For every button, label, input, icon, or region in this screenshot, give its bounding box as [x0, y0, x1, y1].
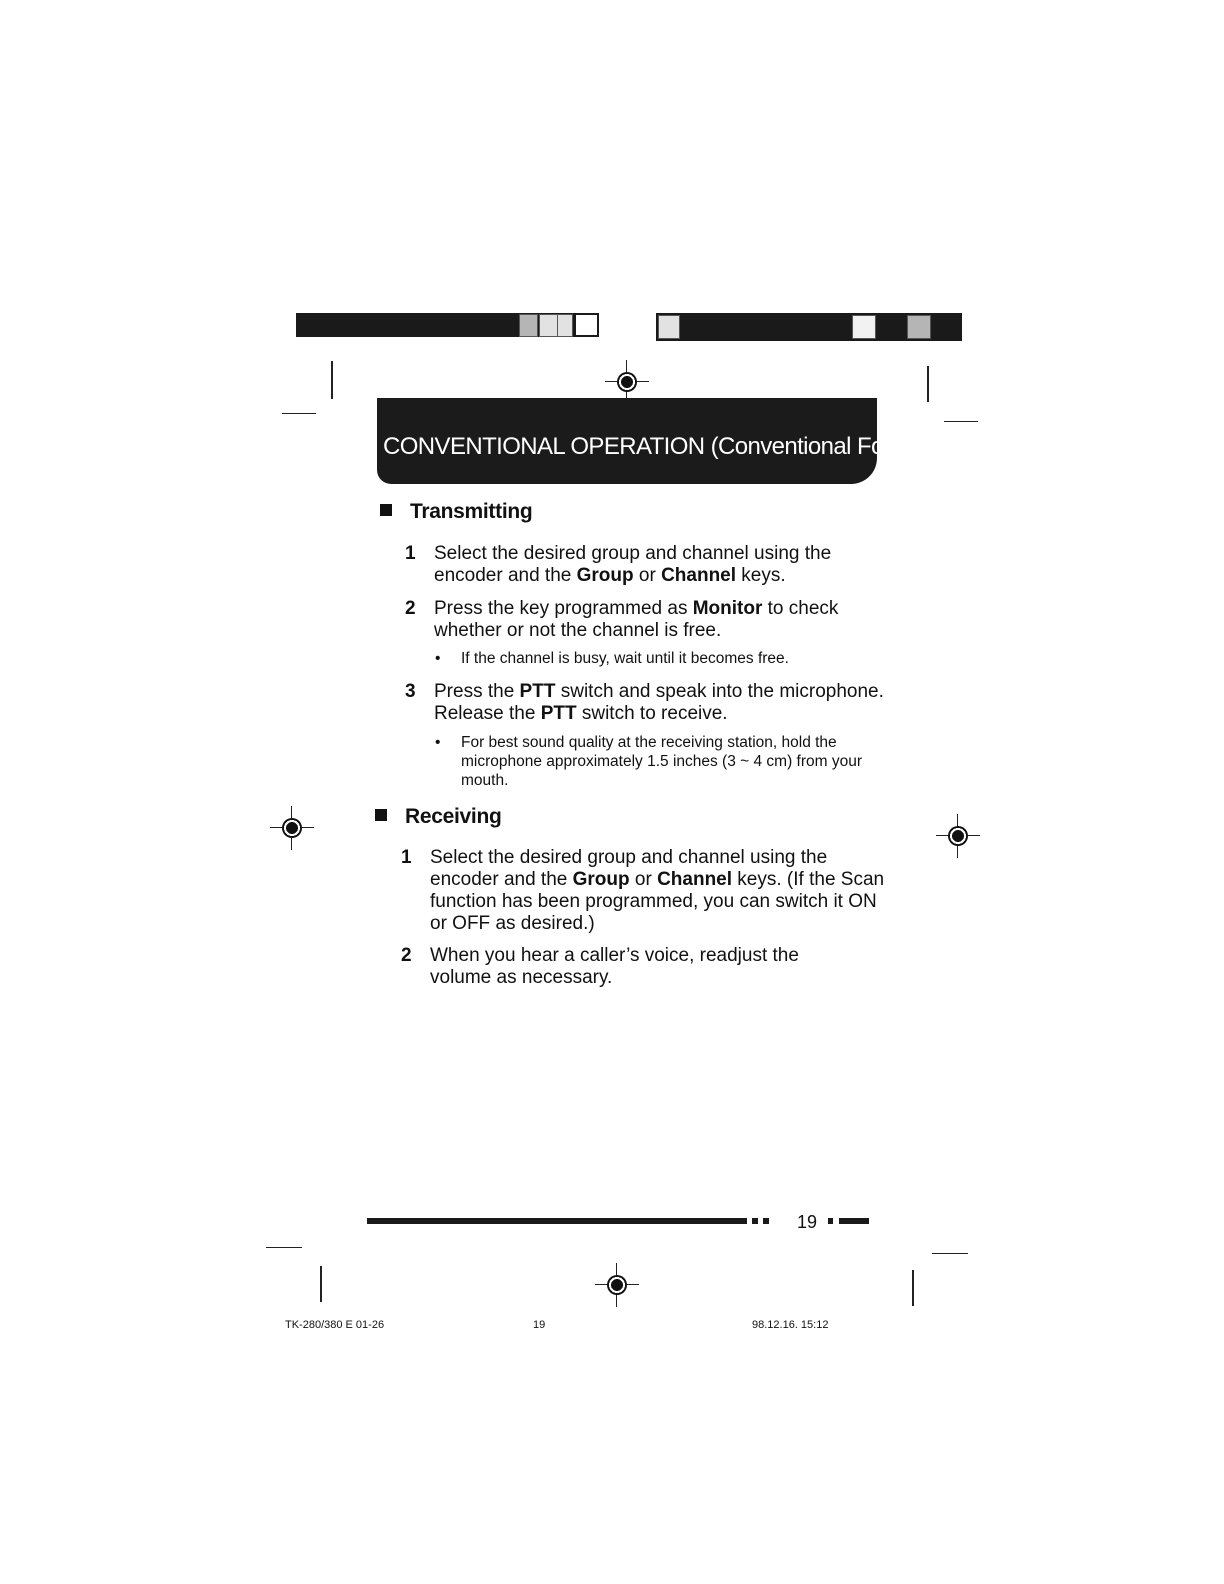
crop-mark: [282, 413, 316, 414]
chapter-title-format: (Conventional Format): [710, 433, 937, 460]
footer-rule-tick: [763, 1218, 769, 1224]
crop-mark: [944, 421, 978, 422]
step-text: Press the PTT switch and speak into the microphone. Release the PTT switch to receive.: [434, 681, 884, 724]
swatch-grey-2: [539, 314, 558, 337]
square-bullet-icon: [375, 809, 387, 821]
registration-mark-icon: [936, 814, 980, 858]
step-number: 3: [405, 681, 416, 702]
step-number: 2: [401, 945, 412, 966]
step-text: Select the desired group and channel using the encoder and the Group or Channel keys. (If the Scan function has been programmed, you can switch it ON or OFF as desired.): [430, 847, 885, 934]
step-text: Select the desired group and channel using the encoder and the Group or Channel keys.: [434, 543, 832, 586]
footer-rule: [367, 1218, 747, 1224]
crop-mark: [927, 366, 929, 402]
footer-rule-tick: [752, 1218, 758, 1224]
swatch-grey-4: [658, 315, 680, 339]
crop-mark: [331, 361, 333, 399]
registration-mark-icon: [595, 1263, 639, 1307]
swatch-grey-1: [519, 314, 538, 337]
bullet-dot-icon: •: [435, 734, 441, 751]
footer-rule-tick: [839, 1218, 869, 1224]
crop-mark: [912, 1270, 914, 1306]
bullet-dot-icon: •: [435, 650, 441, 667]
square-bullet-icon: [380, 504, 392, 516]
footer-rule-tick: [828, 1218, 833, 1224]
crop-mark: [932, 1253, 968, 1254]
chapter-title: [383, 433, 937, 461]
section-heading-transmitting: Transmitting: [380, 500, 532, 524]
swatch-white: [574, 313, 599, 337]
swatch-grey-5: [852, 315, 876, 339]
print-meta-right: 98.12.16. 15:12: [752, 1319, 829, 1331]
crop-mark: [266, 1247, 302, 1248]
step-text: When you hear a caller’s voice, readjust the volume as necessary.: [430, 945, 799, 988]
chapter-title-main: CONVENTIONAL OPERATION: [383, 433, 705, 460]
print-meta-center: 19: [533, 1319, 546, 1331]
section-heading-receiving: Receiving: [375, 805, 502, 829]
registration-mark-icon: [270, 806, 314, 850]
step-number: 1: [405, 543, 416, 564]
swatch-grey-6: [907, 315, 931, 339]
page-number: 19: [797, 1212, 818, 1232]
crop-mark: [320, 1266, 322, 1302]
swatch-grey-3: [557, 314, 573, 337]
step-number: 2: [405, 598, 416, 619]
print-meta-left: TK-280/380 E 01-26: [285, 1319, 385, 1331]
step-number: 1: [401, 847, 412, 868]
step-text: Press the key programmed as Monitor to check whether or not the channel is free.: [434, 598, 839, 641]
